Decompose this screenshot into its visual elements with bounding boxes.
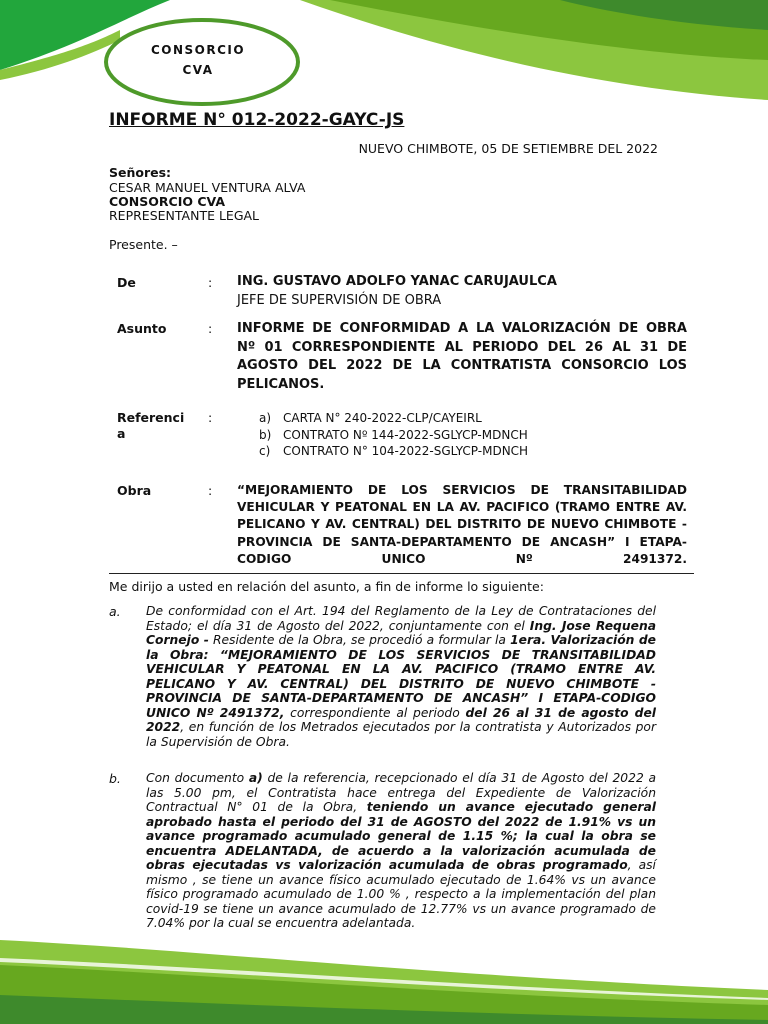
logo-line-2: CVA [182,63,214,77]
reference-item [259,427,528,444]
reference-text: CARTA N° 240-2022-CLP/CAYEIRL [283,411,482,425]
label-asunto: Asunto [117,321,167,336]
reference-text: CONTRATO N° 104-2022-SGLYCP-MDNCH [283,444,529,458]
reference-item [259,410,528,427]
salutation: Señores: [109,165,172,180]
logo-line-1: CONSORCIO [150,43,246,57]
intro-text: Me dirijo a usted en relación del asunto, a fin de informe lo siguiente: [109,579,544,594]
paragraph-b-bold: a) [248,771,263,785]
colon-asunto: : [208,321,213,336]
greeting: Presente. – [109,237,178,252]
paragraph-a-part: correspondiente al periodo [284,705,466,720]
label-de: De [117,275,136,290]
colon-obra: : [208,483,213,498]
reference-key: b) [259,427,272,442]
divider-line [109,573,694,574]
addressee-company: CONSORCIO CVA [109,194,225,209]
report-title: INFORME N° 012-2022-GAYC-JS [109,110,405,130]
reference-item [259,443,528,460]
reference-text: CONTRATO Nº 144-2022-SGLYCP-MDNCH [283,427,528,442]
label-referencia-line2: a [117,426,126,441]
addressee-role: REPRESENTANTE LEGAL [109,208,260,223]
footer-green-waves [0,920,768,1024]
reference-key: a) [259,411,272,425]
paragraph-a-bold: del 26 al 31 de agosto del 2022 [146,705,656,734]
reference-key: c) [259,444,271,458]
paragraph-b-marker: b. [109,771,121,786]
report-date: NUEVO CHIMBOTE, 05 DE SETIEMBRE DEL 2022 [358,141,658,156]
label-referencia [117,410,184,442]
addressee-name: CESAR MANUEL VENTURA ALVA [109,180,306,195]
paragraph-a-bold: Ing. Jose Requena Cornejo - [146,618,656,647]
paragraph-b-bold: teniendo un avance ejecutado general aprobado hasta el periodo del 31 de AGOSTO del 2022 de 1.91% vs un avance programado acumulado general de 1.15 %; la cual la obra se encuentra ADELANTADA, de acuerdo a la valorización acumulada de obras ejecutadas vs valorización acumulada de obras programado [146,800,656,872]
from-title: JEFE DE SUPERVISIÓN DE OBRA [237,293,442,308]
paragraph-b-part: Con documento [146,771,249,785]
paragraph-a-part: , en función de los Metrados ejecutados por la contratista y Autorizados por la Supervisión de Obra. [146,720,656,749]
project-text: “MEJORAMIENTO DE LOS SERVICIOS DE TRANSITABILIDAD VEHICULAR Y PEATONAL EN LA AV. PACIFICO (TRAMO ENTRE AV. PELICANO Y AV. CENTRAL) DEL DISTRITO DE NUEVO CHIMBOTE -PROVINCIA DE SANTA-DEPARTAMENTO DE ANCASH” I ETAPA-CODIGO UNICO Nº 2491372. [237,483,687,566]
paragraph-b-part: , así mismo , se tiene un avance físico acumulado ejecutado de 1.64% vs un avance físico programado acumulado de 1.00 % , respecto a la implementación del plan covid-19 se tiene un avance acumulado de 12.77% vs un avance programado de 7.04% por la cual se encuentra adelantada. [146,858,656,930]
colon-de: : [208,275,213,290]
paragraph-a-part: De conformidad con el Art. 194 del Reglamento de la Ley de Contrataciones del Estado; el día 31 de Agosto del 2022, conjuntamente con el [146,604,656,633]
paragraph-a-part: Residente de la Obra, se procedió a formular la [208,633,511,647]
paragraph-b [146,771,656,931]
paragraph-a-bold: 1era. Valorización de la Obra: “MEJORAMIENTO DE LOS SERVICIOS DE TRANSITABILIDAD VEHICULAR Y PEATONAL EN LA AV. PACIFICO (TRAMO ENTRE AV. PELICANO Y AV. CENTRAL) DEL DISTRITO DE NUEVO CHIMBOTE -PROVINCIA DE SANTA-DEPARTAMENTO DE ANCASH” I ETAPA-CODIGO UNICO Nº 2491372, [146,633,657,720]
label-referencia-line1: Referenci [117,410,185,425]
label-obra: Obra [117,483,152,498]
company-logo [108,40,288,80]
paragraph-a-marker: a. [109,604,121,619]
from-name: ING. GUSTAVO ADOLFO YANAC CARUJAULCA [237,274,557,289]
paragraph-b-part: de la referencia, recepcionado el día 31 de Agosto del 2022 a las 5.00 pm, el Contratista hace entrega del Expediente de Valorización Contractual N° 01 de la Obra, [146,771,657,814]
colon-referencia: : [208,410,213,425]
subject-text: INFORME DE CONFORMIDAD A LA VALORIZACIÓN DE OBRA Nº 01 CORRESPONDIENTE AL PERIODO DEL 26 AL 31 DE AGOSTO DEL 2022 DE LA CONTRATISTA CONSORCIO LOS PELICANOS. [237,321,687,392]
paragraph-a [146,604,656,749]
reference-list [259,410,528,460]
